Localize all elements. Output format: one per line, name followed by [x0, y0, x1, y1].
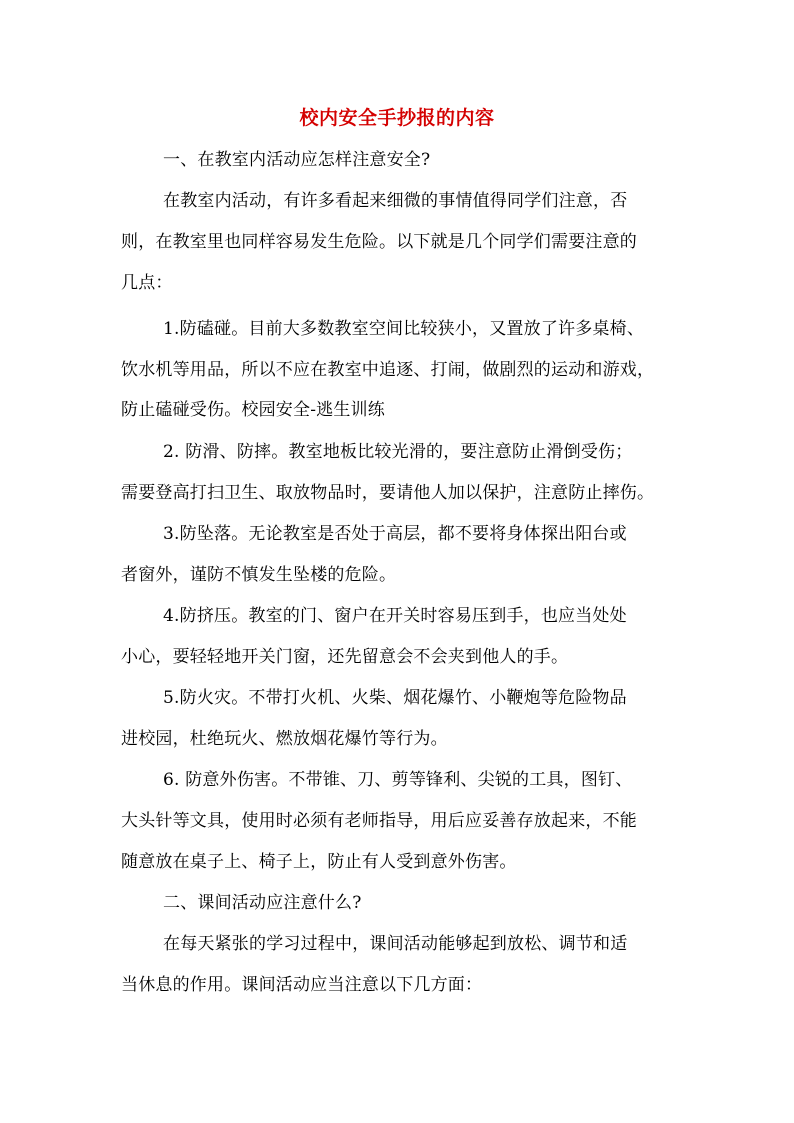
list-item-line: 随意放在桌子上、椅子上，防止有人受到意外伤害。	[121, 852, 517, 872]
list-item-line: 防止磕碰受伤。校园安全-逃生训练	[121, 400, 385, 420]
list-item-line: 4.防挤压。教室的门、窗户在开关时容易压到手，也应当处处	[163, 606, 627, 626]
list-item-line: 3.防坠落。无论教室是否处于高层，都不要将身体探出阳台或	[163, 524, 627, 544]
list-item-line: 2. 防滑、防摔。教室地板比较光滑的，要注意防止滑倒受伤；	[163, 442, 633, 462]
list-item-line: 需要登高打扫卫生、取放物品时，要请他人加以保护，注意防止摔伤。	[121, 483, 655, 503]
section-heading-2: 二、课间活动应注意什么?	[163, 893, 362, 913]
list-item-line: 者窗外，谨防不慎发生坠楼的危险。	[121, 565, 397, 585]
list-item-line: 饮水机等用品，所以不应在教室中追逐、打闹，做剧烈的运动和游戏，	[121, 360, 655, 380]
paragraph-line: 在每天紧张的学习过程中，课间活动能够起到放松、调节和适	[163, 934, 628, 954]
page-title: 校内安全手抄报的内容	[299, 107, 495, 129]
paragraph-line: 几点：	[121, 273, 173, 293]
list-item-line: 6. 防意外伤害。不带锥、刀、剪等锋利、尖锐的工具，图钉、	[163, 770, 633, 790]
paragraph-line: 在教室内活动，有许多看起来细微的事情值得同学们注意，否	[163, 191, 628, 211]
list-item-line: 5.防火灾。不带打火机、火柴、烟花爆竹、小鞭炮等危险物品	[163, 688, 627, 708]
section-heading-1: 一、在教室内活动应怎样注意安全?	[163, 150, 431, 170]
paragraph-line: 当休息的作用。课间活动应当注意以下几方面：	[121, 975, 483, 995]
list-item-line: 1.防磕碰。目前大多数教室空间比较狭小，又置放了许多桌椅、	[163, 319, 645, 339]
list-item-line: 大头针等文具，使用时必须有老师指导，用后应妥善存放起来，不能	[121, 811, 637, 831]
paragraph-line: 则，在教室里也同样容易发生危险。以下就是几个同学们需要注意的	[121, 232, 637, 252]
list-item-line: 小心，要轻轻地开关门窗，还先留意会不会夹到他人的手。	[121, 647, 569, 667]
list-item-line: 进校园，杜绝玩火、燃放烟花爆竹等行为。	[121, 729, 448, 749]
